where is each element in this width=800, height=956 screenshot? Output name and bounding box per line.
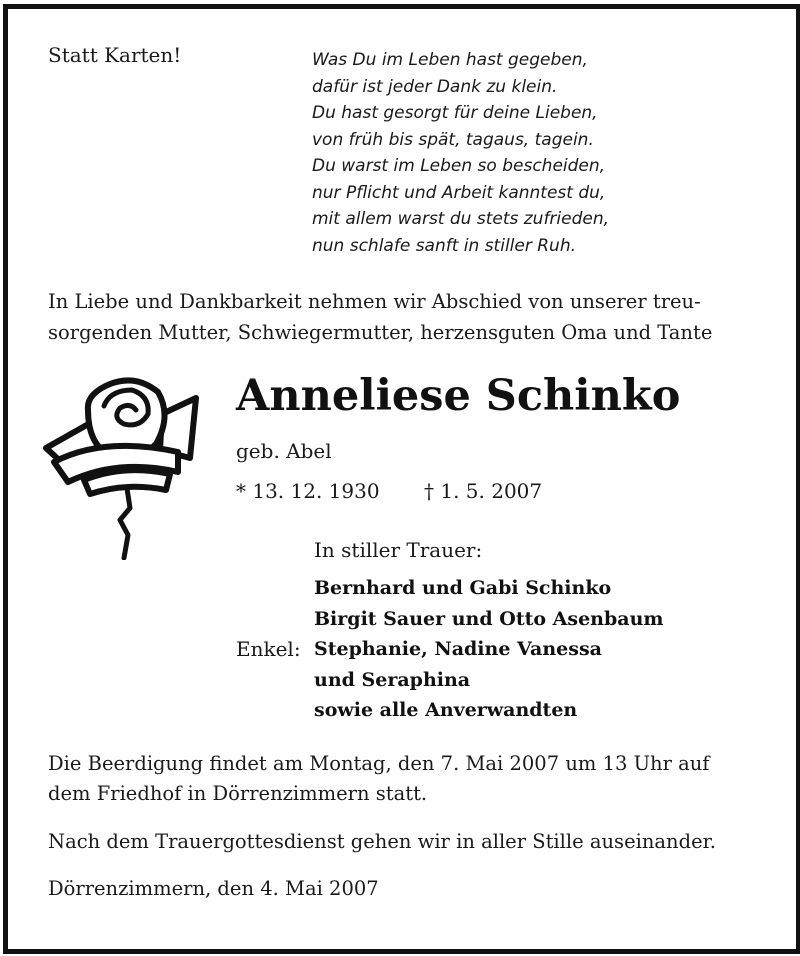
rose-icon	[40, 370, 205, 560]
poem-line: Du warst im Leben so bescheiden,	[312, 156, 606, 176]
enkel-label: Enkel:	[236, 637, 301, 661]
header-statt-karten: Statt Karten!	[48, 43, 182, 67]
poem-line: dafür ist jeder Dank zu klein.	[312, 76, 558, 97]
birth-date: * 13. 12. 1930	[236, 479, 380, 503]
mourner-line: sowie alle Anverwandten	[314, 699, 578, 721]
poem-line: Du hast gesorgt für deine Lieben,	[312, 103, 598, 123]
mourner-line: Bernhard und Gabi Schinko	[314, 577, 612, 599]
death-date: † 1. 5. 2007	[424, 479, 543, 503]
maiden-name: geb. Abel	[236, 439, 332, 463]
place-date: Dörrenzimmern, den 4. Mai 2007	[48, 877, 379, 900]
mourner-line: Stephanie, Nadine Vanessa	[314, 638, 602, 660]
poem-line: von früh bis spät, tagaus, tagein.	[312, 129, 594, 150]
mourning-heading: In stiller Trauer:	[314, 538, 483, 562]
poem-line: mit allem warst du stets zufrieden,	[312, 209, 610, 229]
deceased-name: Anneliese Schinko	[236, 371, 681, 421]
funeral-line-2: dem Friedhof in Dörrenzimmern statt.	[48, 782, 428, 805]
mourners-list	[314, 573, 664, 726]
service-note: Nach dem Trauergottesdienst gehen wir in aller Stille auseinander.	[48, 830, 716, 853]
funeral-line-1: Die Beerdigung findet am Montag, den 7. Mai 2007 um 13 Uhr auf	[48, 752, 710, 775]
mourner-line: Birgit Sauer und Otto Asenbaum	[314, 607, 664, 630]
poem-line: nun schlafe sanft in stiller Ruh.	[312, 235, 577, 256]
mourner-line: und Seraphina	[314, 668, 471, 691]
poem-line: nur Pflicht und Arbeit kanntest du,	[312, 182, 606, 203]
poem-line: Was Du im Leben hast gegeben,	[312, 50, 588, 70]
intro-line-2: sorgenden Mutter, Schwiegermutter, herzensguten Oma und Tante	[48, 321, 713, 344]
intro-line-1: In Liebe und Dankbarkeit nehmen wir Abschied von unserer treu-	[48, 290, 701, 313]
poem	[312, 47, 609, 259]
